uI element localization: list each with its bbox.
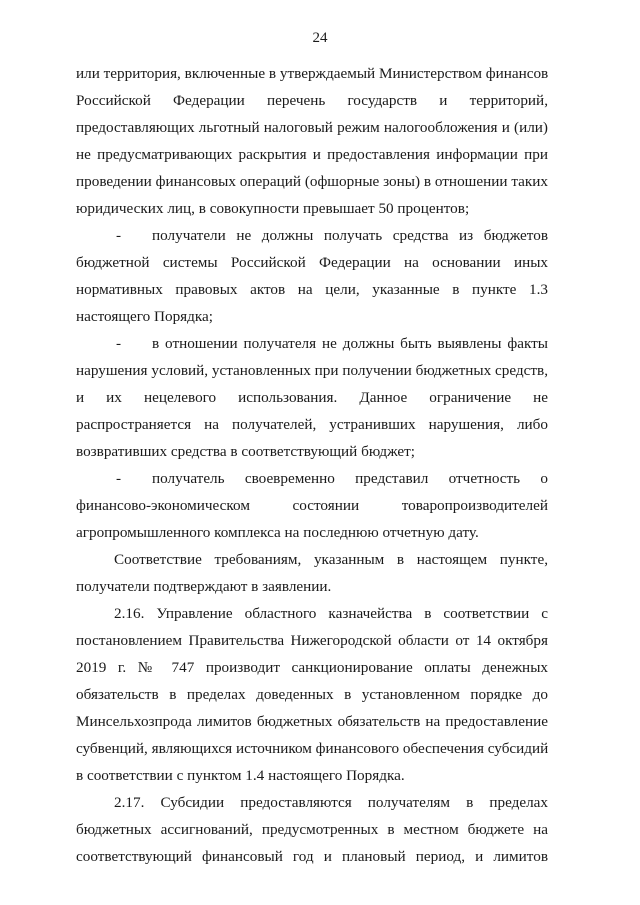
paragraph-line: настоящего Порядка; xyxy=(76,308,213,325)
bullet-line: получатели не должны получать средства из бюджетов xyxy=(152,227,548,244)
paragraph-line: в соответствии с пунктом 1.4 настоящего Порядка. xyxy=(76,767,405,784)
paragraph-line: финансово-экономическом состоянии товаропроизводителей xyxy=(76,497,548,514)
paragraph-line: нормативных правовых актов на цели, указанные в пункте 1.3 xyxy=(76,281,548,298)
paragraph-line: распространяется на получателей, устранивших нарушения, либо xyxy=(76,416,548,433)
paragraph-line: Российской Федерации перечень государств и территорий, xyxy=(76,92,548,109)
paragraph-line: агропромышленного комплекса на последнюю отчетную дату. xyxy=(76,524,479,541)
paragraph-line: бюджетной системы Российской Федерации на основании иных xyxy=(76,254,548,271)
paragraph-line: постановлением Правительства Нижегородской области от 14 октября xyxy=(76,632,548,649)
paragraph-line: возвративших средства в соответствующий бюджет; xyxy=(76,443,416,460)
paragraph-line: субвенций, являющихся источником финансового обеспечения субсидий xyxy=(76,740,549,757)
page-number: 24 xyxy=(312,30,328,46)
paragraph-line: проведении финансовых операций (офшорные зоны) в отношении таких xyxy=(76,173,548,190)
paragraph-line: нарушения условий, установленных при получении бюджетных средств, xyxy=(76,362,548,379)
bullet-line: в отношении получателя не должны быть выявлены факты xyxy=(152,335,548,352)
paragraph-line: 2.17. Субсидии предоставляются получателям в пределах xyxy=(114,794,548,811)
paragraph-line: и их нецелевого использования. Данное ограничение не xyxy=(76,389,548,406)
bullet-dash: - xyxy=(116,470,122,487)
paragraph-line: юридических лиц, в совокупности превышает 50 процентов; xyxy=(76,200,470,217)
paragraph-line: 2019 г. № 747 производит санкционирование оплаты денежных xyxy=(76,659,548,676)
bullet-line: получатель своевременно представил отчетность о xyxy=(152,470,548,487)
bullet-dash: - xyxy=(116,335,122,352)
paragraph-line: бюджетных ассигнований, предусмотренных в местном бюджете на xyxy=(76,821,548,838)
paragraph-line: Минсельхозпрода лимитов бюджетных обязательств на предоставление xyxy=(76,713,548,730)
paragraph-line: соответствующий финансовый год и плановый период, и лимитов xyxy=(76,848,548,865)
paragraph-line: Соответствие требованиям, указанным в настоящем пункте, xyxy=(114,551,548,568)
paragraph-line: обязательств в пределах доведенных в установленном порядке до xyxy=(76,686,548,703)
paragraph-line: 2.16. Управление областного казначейства в соответствии с xyxy=(114,605,548,622)
paragraph-line: или территория, включенные в утверждаемый Министерством финансов xyxy=(76,65,549,82)
paragraph-line: предоставляющих льготный налоговый режим налогообложения и (или) xyxy=(76,119,548,136)
paragraph-line: не предусматривающих раскрытия и предоставления информации при xyxy=(76,146,548,163)
bullet-dash: - xyxy=(116,227,122,244)
paragraph-line: получатели подтверждают в заявлении. xyxy=(76,578,332,595)
